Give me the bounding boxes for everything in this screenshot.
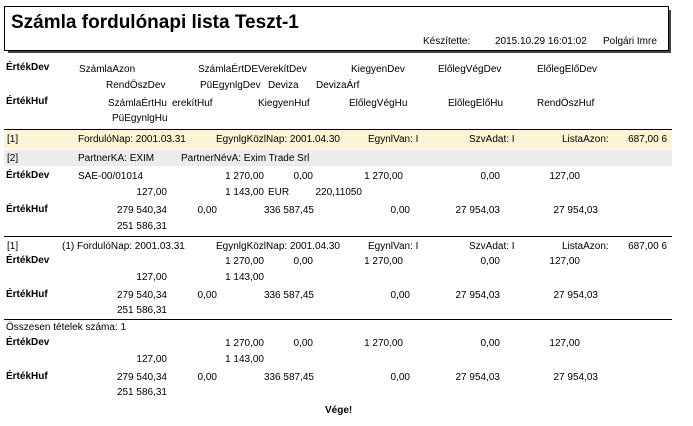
group2-eloleg-elo-huf: 27 954,03 bbox=[455, 290, 500, 301]
col-szamla-azon: SzámlaAzon bbox=[79, 64, 136, 75]
group2-rend-osz-dev: 127,00 bbox=[136, 272, 167, 283]
group1-szamla-ert-dev: 1 270,00 bbox=[225, 171, 264, 182]
group1-egynl-van: EgynlVan: I bbox=[368, 134, 419, 145]
group1-egynlg-kozl: EgynlgKözlNap: 2001.04.30 bbox=[216, 134, 340, 145]
col-kiegyen-dev: KiegyenDev bbox=[351, 64, 405, 75]
col-eloleg-elo-dev: ElőlegElőDev bbox=[537, 64, 598, 75]
col-kerekit-dev: erekítDev bbox=[264, 64, 307, 75]
col-pu-egynlg-dev: PüEgynlgDev bbox=[200, 80, 261, 91]
group1-pu-egynlg-dev: 1 143,00 bbox=[225, 187, 264, 198]
group2-pu-egynlg-dev: 1 143,00 bbox=[225, 272, 264, 283]
group2-eloleg-veg-huf: 0,00 bbox=[390, 290, 410, 301]
totals-szamla-ert-huf: 279 540,34 bbox=[116, 372, 167, 383]
group2-szv-adat: SzvAdat: I bbox=[469, 241, 515, 252]
totals-szamla-ert-dev: 1 270,00 bbox=[225, 338, 264, 349]
col-szamla-ert-huf: SzámlaÉrtHu bbox=[108, 98, 167, 109]
group2-egynlg-kozl: EgynlgKözlNap: 2001.04.30 bbox=[216, 241, 340, 252]
totals-kiegyen-huf: 336 587,45 bbox=[263, 372, 314, 383]
group1-szv-adat: SzvAdat: I bbox=[469, 134, 515, 145]
col-szamla-ert-dev: SzámlaÉrtDEV bbox=[198, 64, 265, 75]
group1-pu-egynlg-huf: 251 586,31 bbox=[116, 221, 167, 232]
group1-szamla-azon: SAE-00/01014 bbox=[78, 171, 144, 182]
col-deviza-arf: DevizaÁrf bbox=[316, 80, 360, 91]
group1-szamla-ert-huf: 279 540,34 bbox=[116, 205, 167, 216]
group2-rend-osz-huf: 27 954,03 bbox=[553, 290, 598, 301]
huf-legend-label: ÉrtékHuf bbox=[6, 96, 48, 107]
created-by-label: Készítette: bbox=[423, 36, 471, 47]
divider bbox=[4, 319, 672, 320]
group1-kerekit-dev: 0,00 bbox=[293, 171, 313, 182]
group2-huf-label: ÉrtékHuf bbox=[6, 289, 48, 300]
col-eloleg-elo-huf: ElőlegElőHu bbox=[448, 98, 504, 109]
group1-kiegyen-huf: 336 587,45 bbox=[263, 205, 314, 216]
group1-deviza-arf: 220,11050 bbox=[315, 187, 362, 198]
totals-eloleg-elo-huf: 27 954,03 bbox=[455, 372, 500, 383]
group2-kerekit-dev: 0,00 bbox=[293, 256, 313, 267]
end-marker: Vége! bbox=[325, 405, 353, 416]
group2-index: [1] bbox=[7, 241, 19, 252]
report-header bbox=[4, 6, 669, 51]
group2-dev-label: ÉrtékDev bbox=[6, 255, 50, 266]
totals-kerekit-dev: 0,00 bbox=[293, 338, 313, 349]
group1-lista-azon-value: 6 687,00 bbox=[628, 134, 667, 145]
group1-deviza: EUR bbox=[268, 187, 290, 198]
group1-lista-azon-label: ListaAzon: bbox=[562, 134, 609, 145]
totals-kiegyen-dev: 1 270,00 bbox=[364, 338, 403, 349]
group1-index: [1] bbox=[7, 134, 19, 145]
group1-eloleg-elo-dev: 127,00 bbox=[549, 171, 580, 182]
col-deviza: Deviza bbox=[268, 80, 299, 91]
col-kiegyen-huf: KiegyenHuf bbox=[258, 98, 310, 109]
col-eloleg-veg-huf: ElőlegVégHu bbox=[349, 98, 408, 109]
group2-szamla-ert-dev: 1 270,00 bbox=[225, 256, 264, 267]
col-eloleg-veg-dev: ElőlegVégDev bbox=[438, 64, 502, 75]
col-kerekit-huf: erekítHuf bbox=[172, 98, 213, 109]
col-rend-osz-dev: RendÖszDev bbox=[106, 80, 166, 91]
col-pu-egynlg-huf: PüEgynlgHu bbox=[112, 113, 168, 124]
group1-dev-label: ÉrtékDev bbox=[6, 170, 50, 181]
group1-fordulonap: FordulóNap: 2001.03.31 bbox=[78, 134, 186, 145]
group2-pu-egynlg-huf: 251 586,31 bbox=[116, 305, 167, 316]
totals-dev-label: ÉrtékDev bbox=[6, 337, 50, 348]
group2-kiegyen-dev: 1 270,00 bbox=[364, 256, 403, 267]
group2-fordulonap: (1) FordulóNap: 2001.03.31 bbox=[62, 241, 185, 252]
group1-rend-osz-dev: 127,00 bbox=[136, 187, 167, 198]
group2-kerekit-huf: 0,00 bbox=[197, 290, 217, 301]
group2-kiegyen-huf: 336 587,45 bbox=[263, 290, 314, 301]
group2-lista-azon-label: ListaAzon: bbox=[562, 241, 609, 252]
divider bbox=[4, 236, 672, 237]
group1-partner-ka: PartnerKA: EXIM bbox=[78, 153, 155, 164]
totals-count: Összesen tételek száma: 1 bbox=[6, 322, 127, 333]
totals-rend-osz-dev: 127,00 bbox=[136, 354, 167, 365]
totals-pu-egynlg-huf: 251 586,31 bbox=[116, 387, 167, 398]
totals-pu-egynlg-dev: 1 143,00 bbox=[225, 354, 264, 365]
col-rend-osz-huf: RendÖszHuf bbox=[537, 98, 595, 109]
group1-index-2: [2] bbox=[7, 153, 19, 164]
group2-szamla-ert-huf: 279 540,34 bbox=[116, 290, 167, 301]
group1-partner-nev: PartnerNévA: Exim Trade Srl bbox=[181, 153, 310, 164]
totals-huf-label: ÉrtékHuf bbox=[6, 371, 48, 382]
group1-kerekit-huf: 0,00 bbox=[197, 205, 217, 216]
totals-eloleg-veg-dev: 0,00 bbox=[480, 338, 500, 349]
group1-eloleg-veg-dev: 0,00 bbox=[480, 171, 500, 182]
totals-eloleg-veg-huf: 0,00 bbox=[390, 372, 410, 383]
dev-legend-label: ÉrtékDev bbox=[6, 62, 50, 73]
group1-eloleg-veg-huf: 0,00 bbox=[390, 205, 410, 216]
group2-egynl-van: EgynlVan: I bbox=[368, 241, 419, 252]
report-title: Számla fordulónapi lista Teszt-1 bbox=[11, 12, 299, 33]
totals-rend-osz-huf: 27 954,03 bbox=[553, 372, 598, 383]
group1-eloleg-elo-huf: 27 954,03 bbox=[455, 205, 500, 216]
author: Polgári Imre bbox=[603, 36, 657, 47]
group2-eloleg-veg-dev: 0,00 bbox=[480, 256, 500, 267]
totals-kerekit-huf: 0,00 bbox=[197, 372, 217, 383]
group2-lista-azon-value: 6 687,00 bbox=[628, 241, 667, 252]
group1-huf-label: ÉrtékHuf bbox=[6, 204, 48, 215]
group2-eloleg-elo-dev: 127,00 bbox=[549, 256, 580, 267]
totals-eloleg-elo-dev: 127,00 bbox=[549, 338, 580, 349]
created-at: 2015.10.29 16:01:02 bbox=[495, 36, 587, 47]
group1-rend-osz-huf: 27 954,03 bbox=[553, 205, 598, 216]
group1-kiegyen-dev: 1 270,00 bbox=[364, 171, 403, 182]
